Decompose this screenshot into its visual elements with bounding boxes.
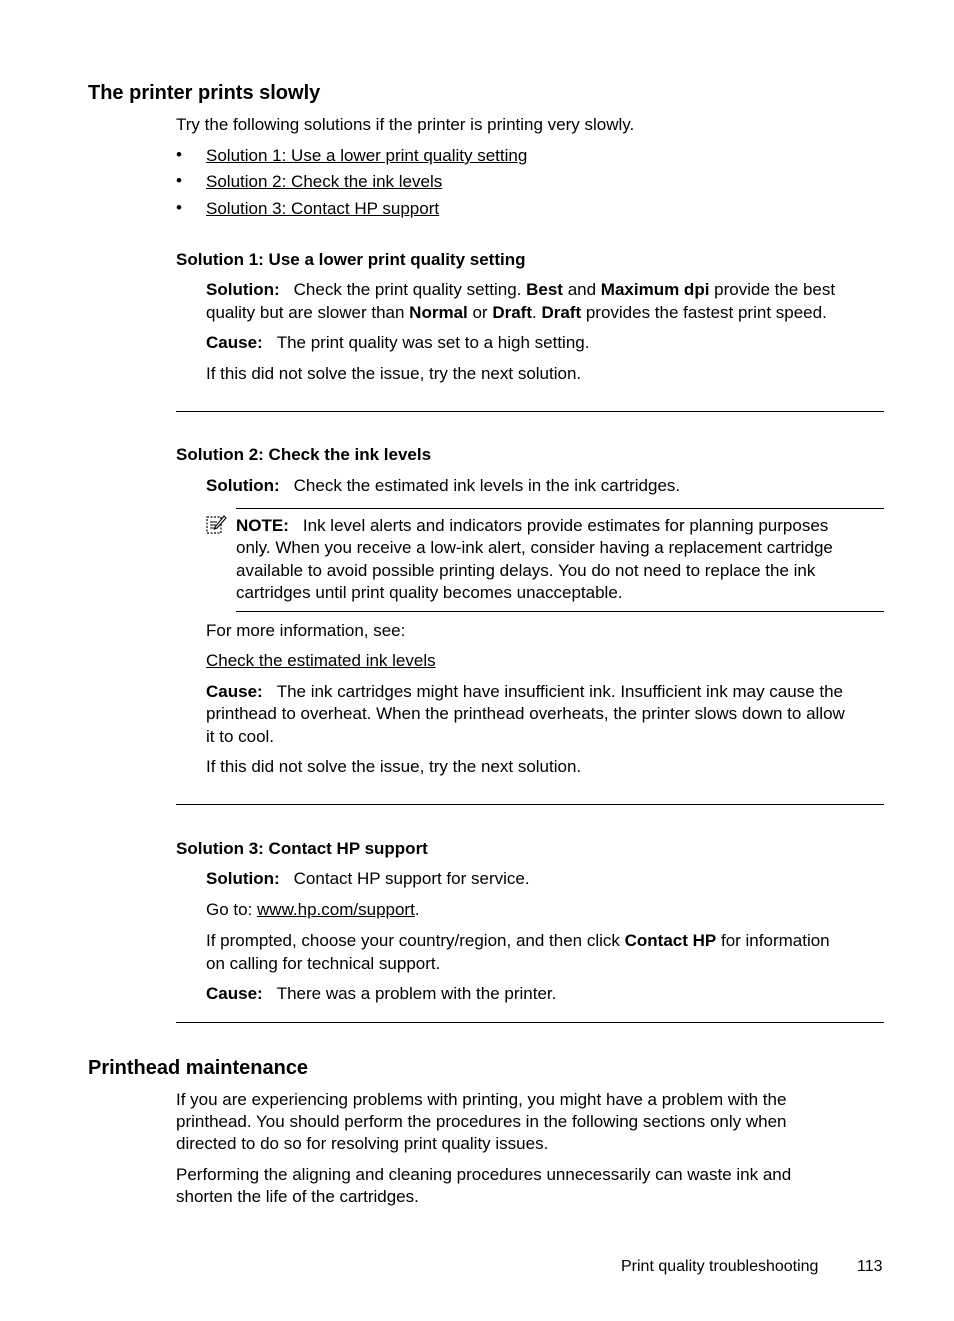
solution-2-next: If this did not solve the issue, try the next solution.: [206, 757, 582, 776]
cause-label: Cause:: [206, 984, 263, 1003]
note-top-rule: [236, 508, 884, 509]
bullet: •: [176, 198, 182, 217]
goto-line: Go to: www.hp.com/support.: [206, 900, 420, 919]
note-line1: NOTE: Ink level alerts and indicators provide estimates for planning purposes: [236, 516, 829, 535]
bullet: •: [176, 171, 182, 190]
solution-1-heading: Solution 1: Use a lower print quality setting: [176, 250, 526, 269]
section-title-printhead-maintenance: Printhead maintenance: [88, 1057, 309, 1079]
solution-1-text-line2: quality but are slower than Normal or Draft. Draft provides the fastest print speed.: [206, 303, 827, 322]
note-bottom-rule: [236, 611, 884, 612]
solution-2-cause-line3: it to cool.: [206, 727, 275, 746]
note-line3: available to avoid possible printing delays. You do not need to replace the ink: [236, 561, 816, 580]
bullet: •: [176, 145, 182, 164]
solution-label: Solution:: [206, 280, 280, 299]
para1-line1: If you are experiencing problems with printing, you might have a problem with the: [176, 1090, 787, 1109]
divider: [176, 1022, 884, 1023]
para2-line2: shorten the life of the cartridges.: [176, 1187, 419, 1206]
page-number: 113: [857, 1258, 883, 1275]
solution-2-cause-line1: Cause: The ink cartridges might have insufficient ink. Insufficient ink may cause the: [206, 682, 844, 701]
link-check-ink-levels[interactable]: Check the estimated ink levels: [206, 651, 436, 670]
solution-3-heading: Solution 3: Contact HP support: [176, 839, 428, 858]
link-solution-3[interactable]: Solution 3: Contact HP support: [206, 199, 440, 218]
solution-1-text-line1: Solution: Check the print quality setting. Best and Maximum dpi provide the best: [206, 280, 836, 299]
solution-3-cause: Cause: There was a problem with the printer.: [206, 984, 557, 1003]
solution-2-text: Solution: Check the estimated ink levels in the ink cartridges.: [206, 476, 681, 495]
link-solution-1[interactable]: Solution 1: Use a lower print quality setting: [206, 146, 528, 165]
solution-1-next: If this did not solve the issue, try the next solution.: [206, 364, 582, 383]
solution-label: Solution:: [206, 476, 280, 495]
para2-line1: Performing the aligning and cleaning procedures unnecessarily can waste ink and: [176, 1165, 792, 1184]
prompt-line2: on calling for technical support.: [206, 954, 441, 973]
para1-line2: printhead. You should perform the procedures in the following sections only when: [176, 1112, 787, 1131]
solution-2-heading: Solution 2: Check the ink levels: [176, 445, 432, 464]
intro-text: Try the following solutions if the printer is printing very slowly.: [176, 115, 635, 134]
link-hp-support[interactable]: www.hp.com/support: [257, 900, 415, 919]
divider: [176, 804, 884, 805]
solution-3-text: Solution: Contact HP support for service.: [206, 869, 530, 888]
cause-label: Cause:: [206, 682, 263, 701]
note-line2: only. When you receive a low-ink alert, consider having a replacement cartridge: [236, 538, 833, 557]
note-icon: [205, 514, 227, 536]
cause-label: Cause:: [206, 333, 263, 352]
link-solution-2[interactable]: Solution 2: Check the ink levels: [206, 172, 443, 191]
solution-2-cause-line2: printhead to overheat. When the printhead overheats, the printer slows down to allow: [206, 704, 845, 723]
para1-line3: directed to do so for resolving print quality issues.: [176, 1134, 549, 1153]
more-info-text: For more information, see:: [206, 621, 406, 640]
section-title-printer-prints-slowly: The printer prints slowly: [88, 82, 321, 104]
solution-label: Solution:: [206, 869, 280, 888]
note-label: NOTE:: [236, 516, 289, 535]
footer-section-name: Print quality troubleshooting: [621, 1258, 819, 1275]
divider: [176, 411, 884, 412]
note-line4: cartridges until print quality becomes unacceptable.: [236, 583, 623, 602]
prompt-line1: If prompted, choose your country/region, and then click Contact HP for information: [206, 931, 830, 950]
solution-1-cause: Cause: The print quality was set to a high setting.: [206, 333, 590, 352]
